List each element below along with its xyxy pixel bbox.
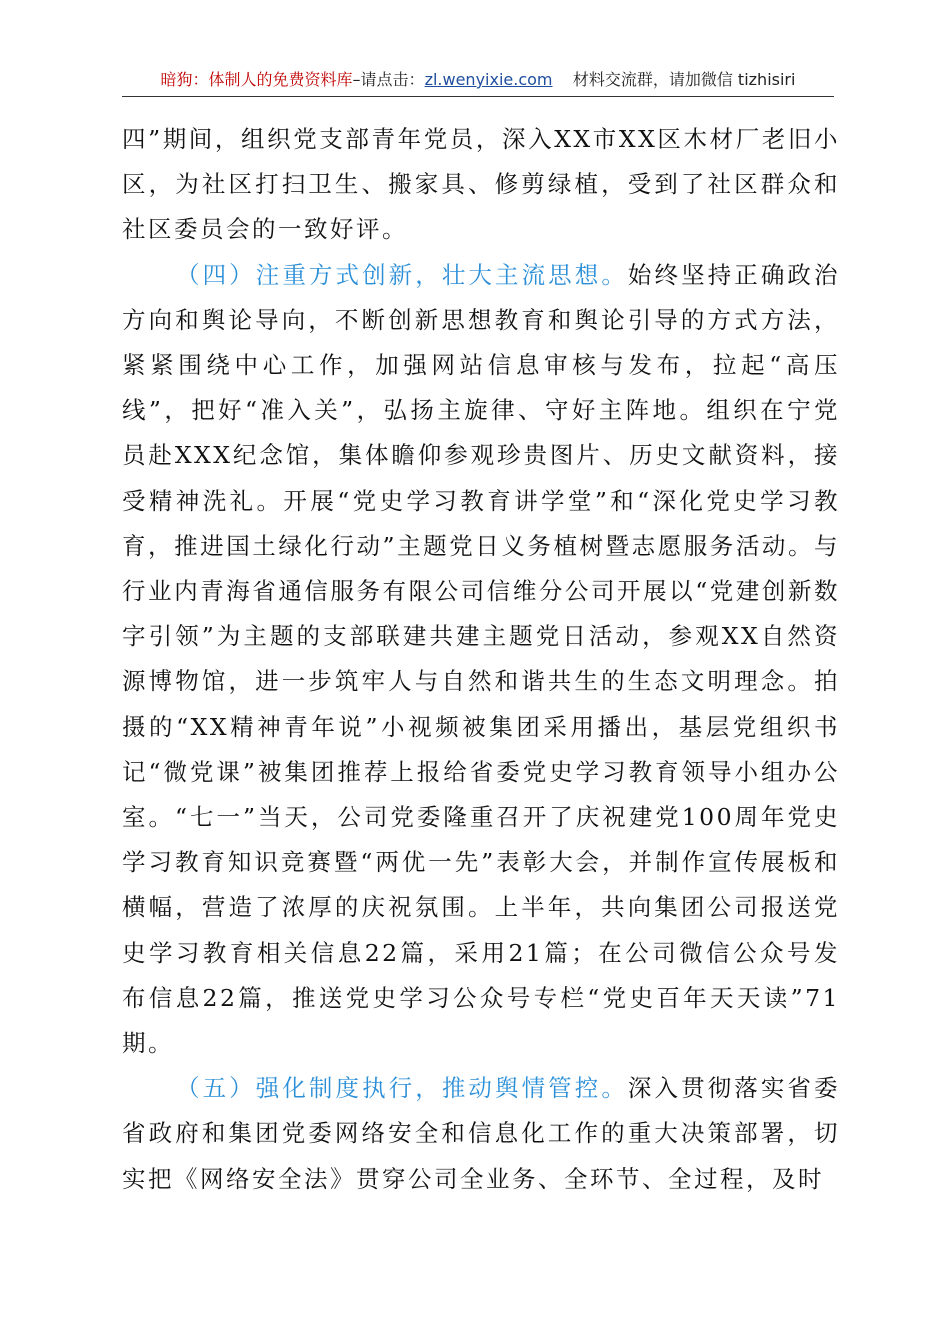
paragraph-section-five [122, 1066, 840, 1202]
site-link[interactable]: zl.wenyixie.com [424, 70, 553, 89]
paragraph-continuation: 四”期间，组织党支部青年党员，深入XX市XX区木材厂老旧小区，为社区打扫卫生、搬家具、修剪绿植，受到了社区群众和社区委员会的一致好评。 [122, 125, 840, 244]
header-divider [122, 96, 834, 97]
section-four-text: 始终坚持正确政治方向和舆论导向，不断创新思想教育和舆论引导的方式方法，紧紧围绕中心工作，加强网站信息审核与发布，拉起“高压线”，把好“准入关”，弘扬主旋律、守好主阵地。组织在宁党员赴XXX纪念馆，集体瞻仰参观珍贵图片、历史文献资料，接受精神洗礼。开展“党史学习教育讲学堂”和“深化党史学习教育，推进国土绿化行动”主题党日义务植树暨志愿服务活动。与行业内青海省通信服务有限公司信维分公司开展以“党建创新数字引领”为主题的支部联建共建主题党日活动，参观XX自然资源博物馆，进一步筑牢人与自然和谐共生的生态文明理念。拍摄的“XX精神青年说”小视频被集团采用播出，基层党组织书记“微党课”被集团推荐上报给省委党史学习教育领导小组办公室。“七一”当天，公司党委隆重召开了庆祝建党100周年党史学习教育知识竞赛暨“两优一先”表彰大会，并制作宣传展板和横幅，营造了浓厚的庆祝氛围。上半年，共向集团公司报送党史学习教育相关信息22篇，采用21篇；在公司微信公众号发布信息22篇，推送党史学习公众号专栏“党史百年天天读”71期。 [122, 260, 841, 1058]
section-five-text: 深入贯彻落实省委省政府和集团党委网络安全和信息化工作的重大决策部署，切实把《网络安全法》贯穿公司全业务、全环节、全过程，及时 [122, 1074, 841, 1193]
page-header [122, 66, 834, 94]
paragraph-section-four [122, 253, 840, 1067]
document-body [122, 117, 840, 1202]
site-label: 暗狗：体制人的免费资料库 [160, 70, 353, 89]
contact-note: 材料交流群，请加微信 tizhisiri [572, 70, 796, 89]
section-four-heading: （四）注重方式创新，壮大主流思想。 [176, 260, 628, 289]
section-five-heading: （五）强化制度执行，推动舆情管控。 [176, 1074, 628, 1103]
click-prompt: –请点击： [352, 70, 425, 89]
